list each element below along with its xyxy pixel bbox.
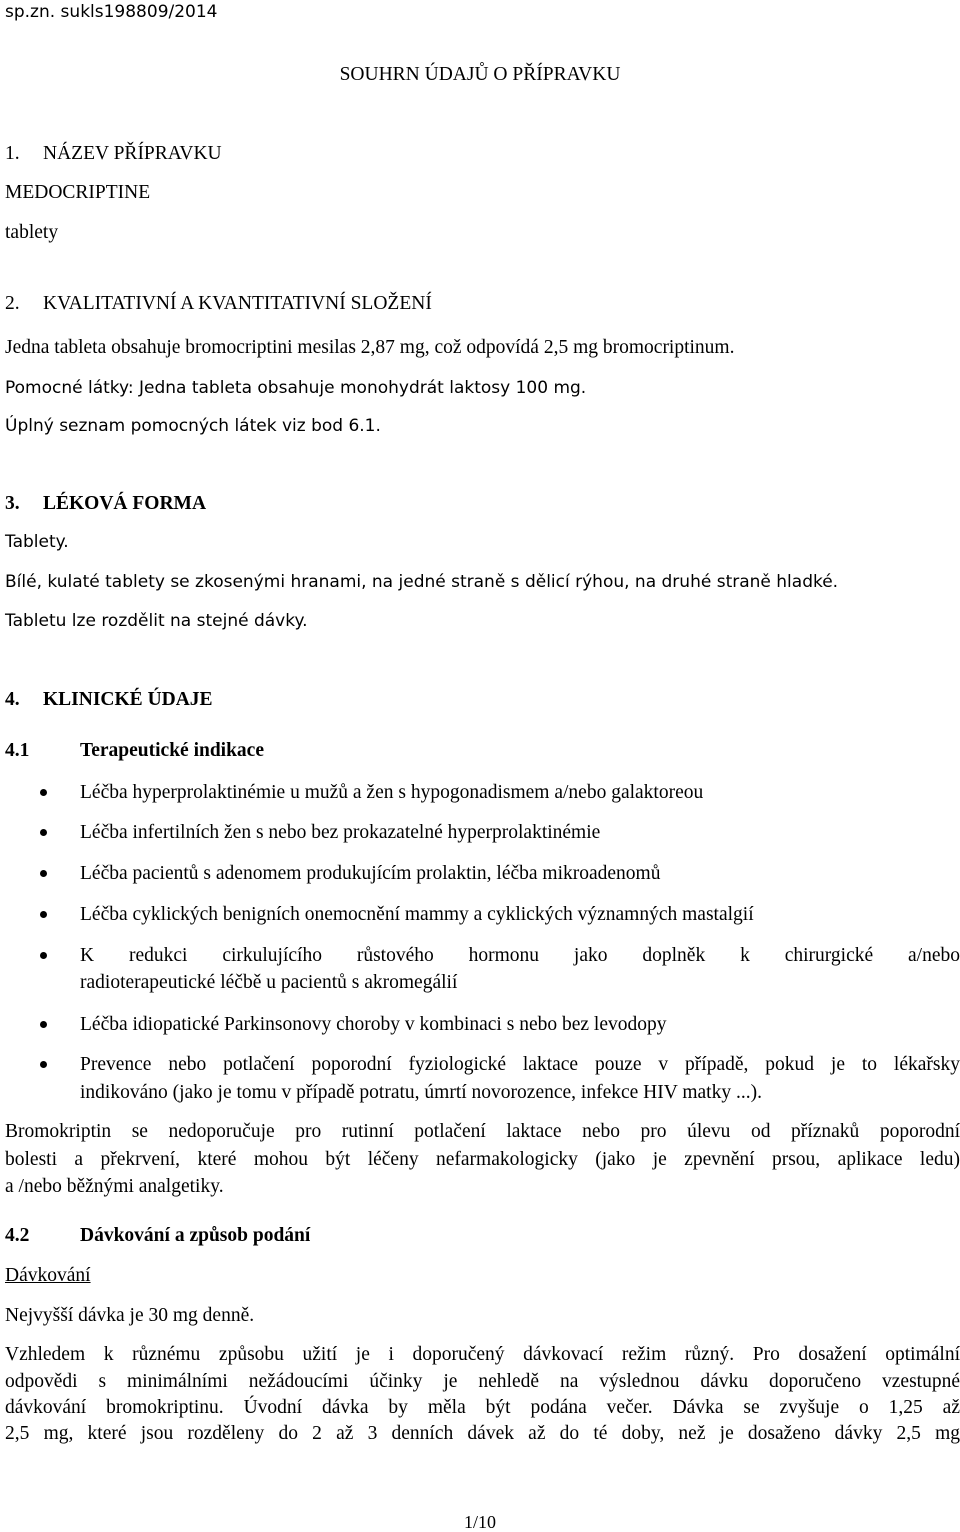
dosage-form: Tablety. [5, 532, 69, 552]
section-1-heading [5, 144, 222, 164]
section-number: 1. [5, 143, 20, 164]
bullet-icon [40, 1021, 47, 1028]
section-title: KLINICKÉ ÚDAJE [43, 689, 213, 710]
bullet-icon [40, 911, 47, 918]
section-title: NÁZEV PŘÍPRAVKU [43, 143, 222, 164]
section-3-heading [5, 494, 206, 514]
subheading: Dávkování [5, 1265, 91, 1286]
section-4-2-heading [5, 1226, 310, 1246]
section-4-heading [5, 690, 213, 710]
indication-text: Léčba hyperprolaktinémie u mužů a žen s hypogonadismem a/nebo galaktoreou [80, 782, 704, 803]
product-form: tablety [5, 222, 59, 243]
paragraph-line: a /nebo běžnými analgetiky. [5, 1176, 224, 1197]
indication-text: K redukci cirkulujícího růstového hormonu jako doplněk k chirurgické a/nebo [80, 945, 960, 966]
indication-text: radioterapeutické léčbě u pacientů s akromegálií [80, 972, 458, 993]
paragraph-line: bolesti a překrvení, které mohou být léčeny nefarmakologicky (jako je zpevnění prsou, aplikace ledu) [5, 1149, 960, 1170]
excipients-reference: Úplný seznam pomocných látek viz bod 6.1. [5, 416, 381, 436]
paragraph-line: Vzhledem k různému způsobu užití je i doporučený dávkovací režim různý. Pro dosažení optimální [5, 1344, 960, 1365]
section-title: Dávkování a způsob podání [80, 1225, 311, 1246]
document-reference: sp.zn. sukls198809/2014 [5, 2, 218, 22]
bullet-icon [40, 829, 47, 836]
indication-text: indikováno (jako je tomu v případě potratu, úmrtí novorozence, infekce HIV matky ...). [80, 1082, 762, 1103]
tablet-description: Bílé, kulaté tablety se zkosenými hranami, na jedné straně s dělicí rýhou, na druhé straně hladké. [5, 572, 839, 592]
product-name: MEDOCRIPTINE [5, 182, 151, 203]
tablet-division-note: Tabletu lze rozdělit na stejné dávky. [5, 611, 308, 631]
section-title: Terapeutické indikace [80, 740, 264, 761]
indication-text: Prevence nebo potlačení poporodní fyziologické laktace pouze v případě, pokud je to lékařsky [80, 1054, 960, 1075]
indication-text: Léčba idiopatické Parkinsonovy choroby v kombinaci s nebo bez levodopy [80, 1014, 667, 1035]
paragraph-line: odpovědi s minimálními nežádoucími účinky je nehledě na výslednou dávku doporučeno vzestupné [5, 1371, 960, 1392]
section-title: KVALITATIVNÍ A KVANTITATIVNÍ SLOŽENÍ [43, 293, 432, 314]
page-number: 1/10 [463, 1512, 496, 1532]
section-4-1-heading [5, 741, 264, 761]
paragraph-line: Bromokriptin se nedoporučuje pro rutinní potlačení laktace nebo pro úlevu od příznaků poporodní [5, 1121, 960, 1142]
excipients-line: Pomocné látky: Jedna tableta obsahuje monohydrát laktosy 100 mg. [5, 378, 587, 398]
paragraph-line: 2,5 mg, které jsou rozděleny do 2 až 3 denních dávek až do té doby, než je dosaženo dávky 2,5 mg [5, 1423, 960, 1444]
composition-line: Jedna tableta obsahuje bromocriptini mesilas 2,87 mg, což odpovídá 2,5 mg bromocriptinum. [5, 337, 735, 358]
section-number: 4.1 [5, 740, 30, 761]
indication-text: Léčba infertilních žen s nebo bez prokazatelné hyperprolaktinémie [80, 822, 601, 843]
document-title: SOUHRN ÚDAJŮ O PŘÍPRAVKU [339, 64, 621, 85]
indication-text: Léčba pacientů s adenomem produkujícím prolaktin, léčba mikroadenomů [80, 863, 661, 884]
bullet-icon [40, 789, 47, 796]
section-title: LÉKOVÁ FORMA [43, 493, 207, 514]
section-number: 4. [5, 689, 20, 710]
bullet-icon [40, 870, 47, 877]
max-dose: Nejvyšší dávka je 30 mg denně. [5, 1305, 255, 1326]
bullet-icon [40, 1061, 47, 1068]
section-number: 4.2 [5, 1225, 30, 1246]
indication-text: Léčba cyklických benigních onemocnění mammy a cyklických významných mastalgií [80, 904, 754, 925]
section-number: 3. [5, 493, 20, 514]
paragraph-line: dávkování bromokriptinu. Úvodní dávka by měla být podána večer. Dávka se zvyšuje o 1,25 až [5, 1397, 960, 1418]
bullet-icon [40, 952, 47, 959]
section-2-heading [5, 294, 432, 314]
section-number: 2. [5, 293, 20, 314]
